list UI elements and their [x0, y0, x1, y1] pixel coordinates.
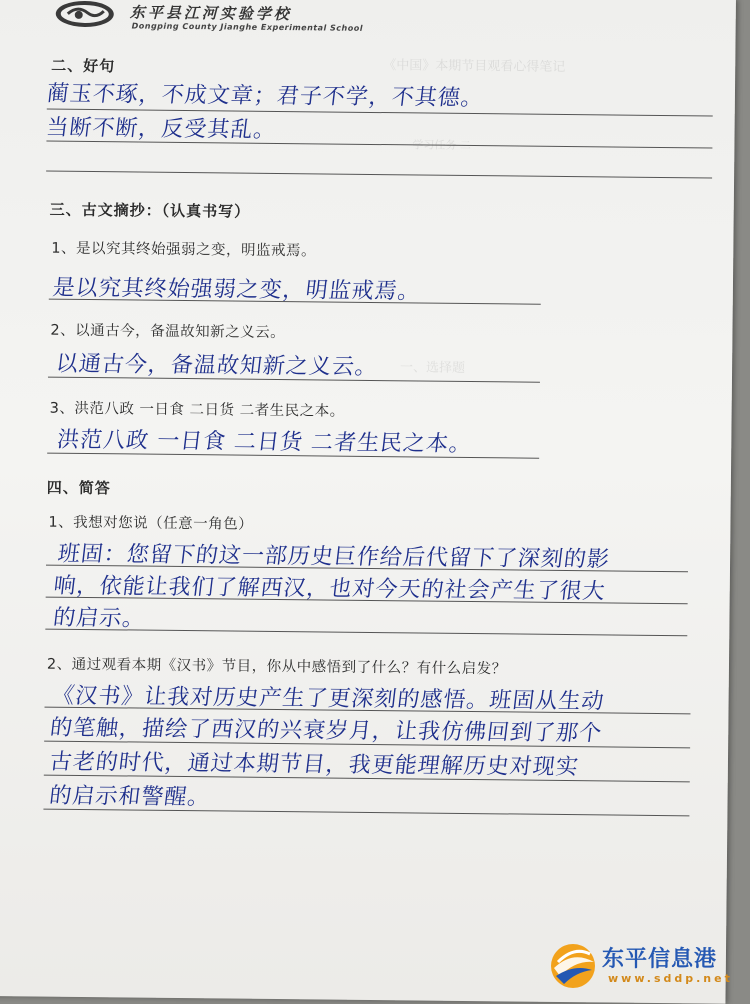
- copy-prompt-3: 3、洪范八政 一日食 二日货 二者生民之本。: [49, 400, 345, 420]
- site-watermark: [546, 936, 736, 994]
- question-2-answer-line: 《汉书》让我对历史产生了更深刻的感悟。班固从生动: [50, 683, 606, 715]
- bleed-through-text: 一、选择题: [400, 360, 466, 376]
- copy-prompt-1: 1、是以究其终始强弱之变，明监戒焉。: [51, 240, 317, 260]
- question-2-answer-line: 的启示和警醒。: [47, 783, 212, 811]
- copy-answer-2: 以通古今，备温故知新之义云。: [54, 351, 380, 381]
- question-1-answer-line: 响，依能让我们了解西汉，也对今天的社会产生了很大: [52, 573, 608, 605]
- school-header: [54, 0, 374, 32]
- site-url: www.sddp.net: [608, 972, 733, 985]
- site-logo-icon: [546, 938, 600, 992]
- site-name: 东平信息港: [602, 947, 718, 972]
- question-1-answer-line: 班固：您留下的这一部历史巨作给后代留下了深刻的影: [56, 541, 612, 573]
- school-name-english: Dongping County Jianghe Experimental School: [131, 21, 364, 33]
- question-1-answer-line: 的启示。: [51, 605, 147, 632]
- writing-rule: [46, 171, 712, 179]
- copy-prompt-2: 2、以通古今，备温故知新之义云。: [50, 322, 286, 342]
- section-heading-copy: 三、古文摘抄：（认真书写）: [49, 200, 251, 221]
- writing-rule: [43, 809, 689, 817]
- writing-rule: [46, 141, 712, 149]
- bleed-through-text: 学习任务 二: [412, 138, 471, 153]
- bleed-through-text: 《中国》本期节目观看心得笔记: [383, 58, 566, 75]
- handwritten-line: 蔺玉不琢，不成文章；君子不学，不其德。: [45, 81, 486, 112]
- question-2-answer-line: 古老的时代，通过本期节目，我更能理解历史对现实: [48, 749, 581, 781]
- question-2-answer-line: 的笔触，描绘了西汉的兴衰岁月，让我仿佛回到了那个: [48, 715, 604, 747]
- handwritten-line: 当断不断，反受其乱。: [44, 115, 278, 143]
- school-name: 东平县江河实验学校: [129, 3, 292, 24]
- question-1-prompt: 1、我想对您说（任意一角色）: [48, 514, 254, 533]
- copy-answer-1: 是以究其终始强弱之变，明监戒焉。: [51, 275, 423, 305]
- copy-answer-3: 洪范八政 一日食 二日货 二者生民之本。: [55, 427, 474, 458]
- question-2-prompt: 2、通过观看本期《汉书》节目，你从中感悟到了什么？有什么启发？: [46, 656, 507, 678]
- section-heading-short-answer: 四、简答: [46, 478, 111, 498]
- school-logo-icon: [54, 0, 116, 29]
- section-heading-good-sentences: 二、好句: [51, 56, 116, 76]
